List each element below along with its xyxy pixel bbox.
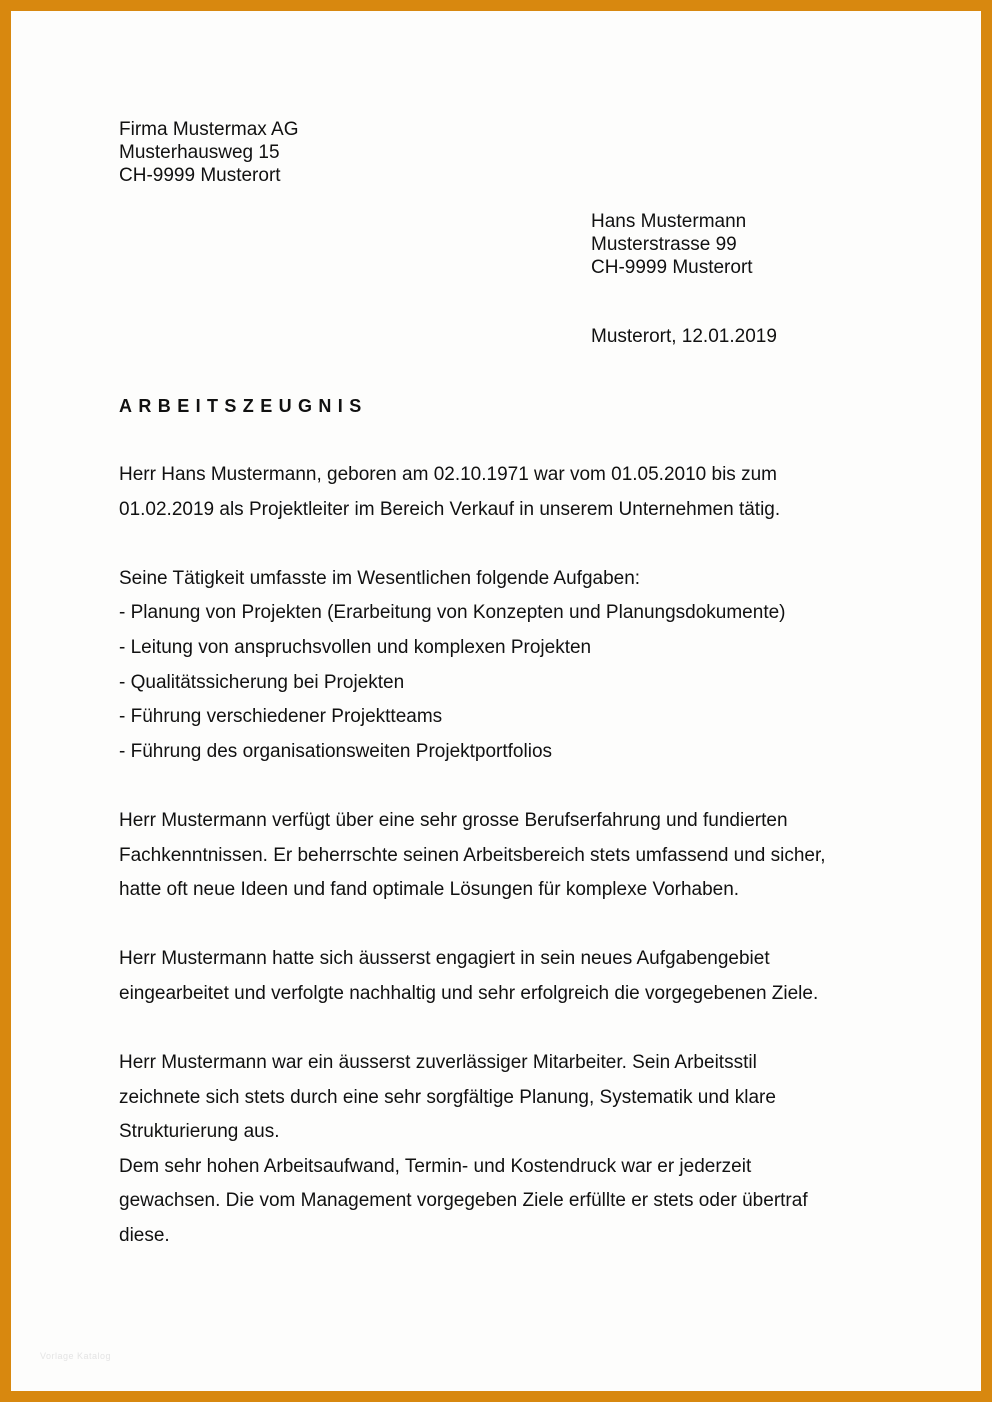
- paragraph-line: hatte oft neue Ideen und fand optimale Lösungen für komplexe Vorhaben.: [119, 879, 740, 901]
- paragraph-line: Dem sehr hohen Arbeitsaufwand, Termin- und Kostendruck war er jederzeit: [119, 1155, 752, 1177]
- sender-address: [119, 118, 298, 187]
- recipient-name: Hans Mustermann: [591, 211, 747, 232]
- paragraph-line: Herr Mustermann verfügt über eine sehr grosse Berufserfahrung und fundierten: [119, 809, 788, 831]
- recipient-address: [591, 210, 753, 279]
- reliability-paragraph: [119, 1046, 879, 1254]
- task-item: - Führung des organisationsweiten Projektportfolios: [119, 740, 553, 762]
- task-item: - Führung verschiedener Projektteams: [119, 706, 443, 728]
- engagement-paragraph: [119, 942, 879, 1011]
- letter-body: [119, 458, 879, 1254]
- paragraph-line: Herr Mustermann hatte sich äusserst engagiert in sein neues Aufgabengebiet: [119, 948, 770, 970]
- sender-company: Firma Mustermax AG: [119, 119, 299, 140]
- recipient-city: CH-9999 Musterort: [591, 257, 753, 278]
- tasks-section: [119, 562, 879, 770]
- intro-paragraph: [119, 458, 879, 527]
- paragraph-line: gewachsen. Die vom Management vorgegeben Ziele erfüllte er stets oder übertraf: [119, 1190, 808, 1212]
- task-item: - Planung von Projekten (Erarbeitung von Konzepten und Planungsdokumente): [119, 602, 786, 624]
- task-item: - Qualitätssicherung bei Projekten: [119, 671, 405, 693]
- paragraph-line: Strukturierung aus.: [119, 1121, 280, 1143]
- experience-paragraph: [119, 804, 879, 908]
- intro-line: 01.02.2019 als Projektleiter im Bereich Verkauf in unserem Unternehmen tätig.: [119, 498, 781, 520]
- intro-line: Herr Hans Mustermann, geboren am 02.10.1971 war vom 01.05.2010 bis zum: [119, 464, 777, 485]
- sender-city: CH-9999 Musterort: [119, 165, 281, 186]
- paragraph-line: eingearbeitet und verfolgte nachhaltig und sehr erfolgreich die vorgegebenen Ziele.: [119, 982, 819, 1004]
- watermark-text: Vorlage Katalog: [40, 1351, 112, 1361]
- tasks-heading: Seine Tätigkeit umfasste im Wesentlichen folgende Aufgaben:: [119, 567, 641, 589]
- paragraph-line: zeichnete sich stets durch eine sehr sorgfältige Planung, Systematik und klare: [119, 1086, 776, 1108]
- recipient-street: Musterstrasse 99: [591, 234, 737, 255]
- sender-street: Musterhausweg 15: [119, 142, 280, 163]
- paragraph-line: Fachkenntnissen. Er beherrschte seinen Arbeitsbereich stets umfassend und sicher,: [119, 844, 826, 866]
- letter-date: Musterort, 12.01.2019: [591, 326, 777, 347]
- task-item: - Leitung von anspruchsvollen und komplexen Projekten: [119, 636, 592, 658]
- paragraph-line: diese.: [119, 1225, 170, 1247]
- document-title: ARBEITSZEUGNIS: [119, 396, 368, 416]
- paragraph-line: Herr Mustermann war ein äusserst zuverlässiger Mitarbeiter. Sein Arbeitsstil: [119, 1052, 757, 1074]
